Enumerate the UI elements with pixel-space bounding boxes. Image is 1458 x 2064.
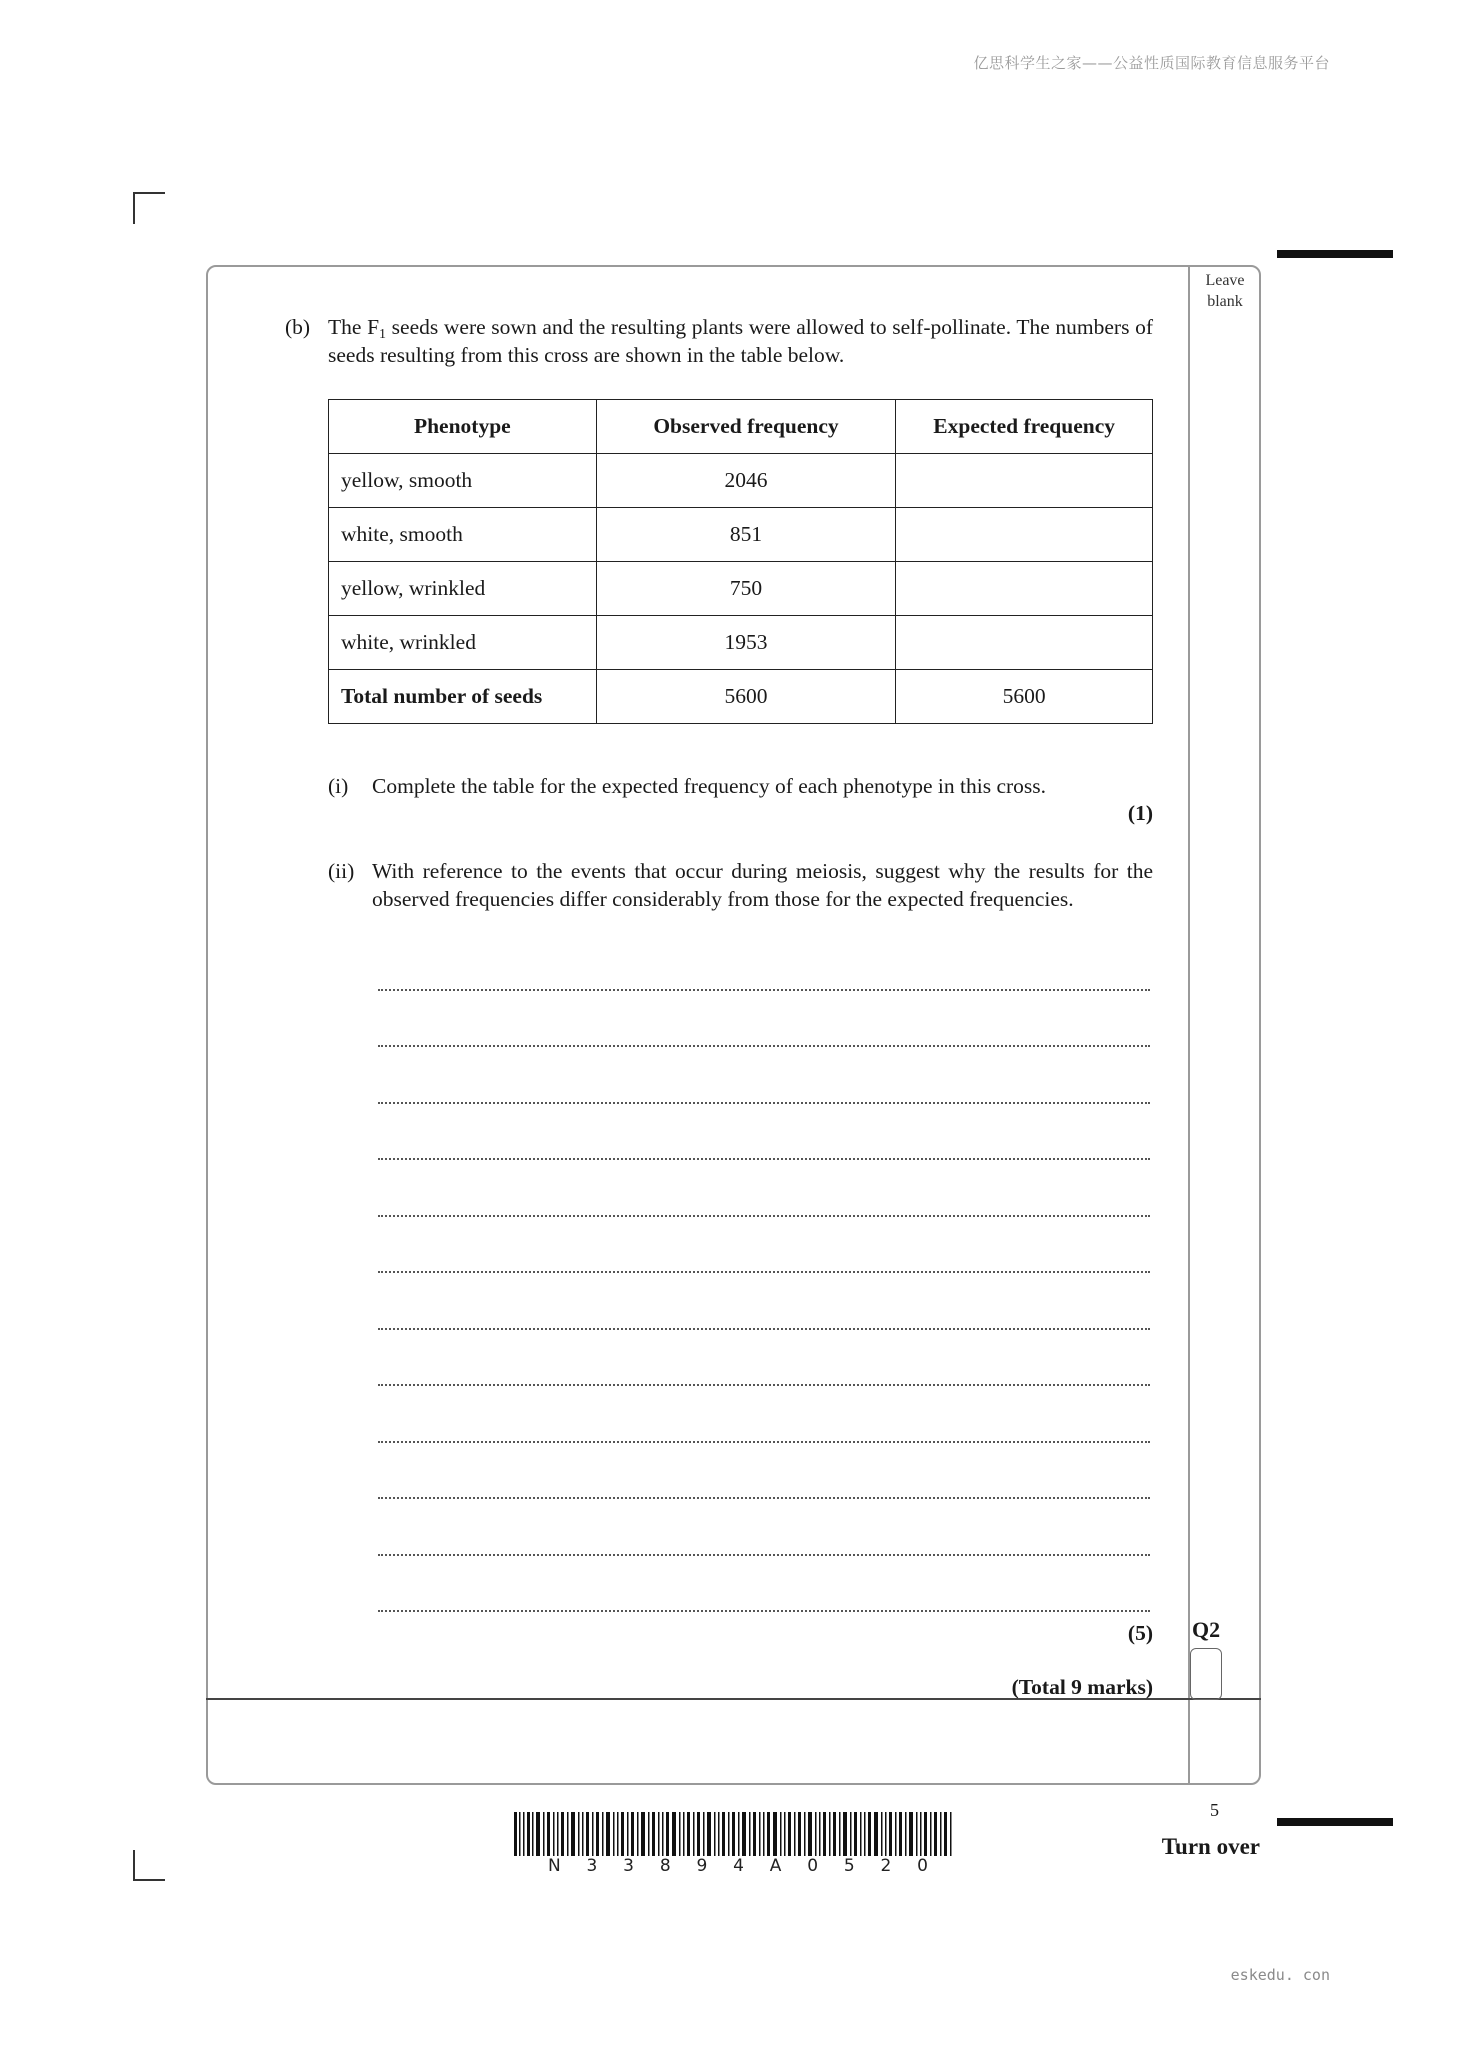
header-phenotype: Phenotype — [329, 400, 597, 454]
observed-cell: 750 — [596, 562, 896, 616]
observed-cell: 1953 — [596, 616, 896, 670]
leave-blank-line1: Leave — [1205, 272, 1245, 289]
question-b-text-part1: The F — [328, 315, 380, 339]
question-id-label: Q2 — [1192, 1617, 1221, 1642]
barcode-digit: 3 — [586, 1856, 598, 1876]
expected-cell[interactable] — [896, 562, 1153, 616]
footer-site-text: eskedu. con — [1230, 1966, 1330, 1984]
turn-over-text: Turn over — [1161, 1834, 1260, 1859]
barcode-digit: N — [548, 1856, 561, 1876]
leave-blank-line2: blank — [1207, 293, 1243, 310]
barcode-digit: 0 — [807, 1856, 819, 1876]
part-ii-text: With reference to the events that occur during meiosis, suggest why the results for the observed frequencies differ considerably from those for the expected frequencies. — [372, 859, 1153, 911]
answer-line[interactable] — [378, 1268, 1150, 1273]
marker-box[interactable] — [1190, 1648, 1222, 1700]
total-expected-cell: 5600 — [896, 670, 1153, 724]
part-i-text: Complete the table for the expected frequency of each phenotype in this cross. — [372, 774, 1047, 798]
header-site-text: 亿思科学生之家——公益性质国际教育信息服务平台 — [973, 54, 1330, 72]
barcode-graphic — [514, 1812, 954, 1856]
header-observed: Observed frequency — [596, 400, 896, 454]
answer-line[interactable] — [378, 1438, 1150, 1443]
phenotype-cell: white, wrinkled — [329, 616, 597, 670]
barcode — [514, 1812, 954, 1861]
answer-line[interactable] — [378, 1607, 1150, 1612]
barcode-digit: A — [769, 1856, 782, 1876]
page-number: 5 — [1210, 1800, 1219, 1820]
question-b-label: (b) — [285, 315, 311, 339]
header-expected: Expected frequency — [896, 400, 1153, 454]
barcode-digit: 3 — [623, 1856, 634, 1876]
total-label-cell: Total number of seeds — [329, 670, 597, 724]
expected-cell[interactable] — [896, 508, 1153, 562]
crop-mark-bottom-v — [133, 1850, 135, 1880]
barcode-digit: 2 — [880, 1856, 892, 1876]
observed-cell: 2046 — [596, 454, 896, 508]
leave-blank-column-divider — [1188, 265, 1190, 1785]
crop-mark-bottom-h — [133, 1879, 165, 1881]
answer-line[interactable] — [378, 1212, 1150, 1217]
barcode-digit: 8 — [659, 1856, 671, 1876]
barcode-digits — [548, 1856, 928, 1876]
answer-line[interactable] — [378, 1494, 1150, 1499]
expected-cell[interactable] — [896, 454, 1153, 508]
observed-cell: 851 — [596, 508, 896, 562]
phenotype-cell: white, smooth — [329, 508, 597, 562]
barcode-digit: 0 — [917, 1856, 928, 1876]
table-row — [329, 508, 1153, 562]
part-ii-marks: (5) — [1127, 1621, 1153, 1645]
answer-line[interactable] — [378, 1381, 1150, 1386]
table-row — [329, 616, 1153, 670]
answer-line[interactable] — [378, 1551, 1150, 1556]
answer-line[interactable] — [378, 1099, 1150, 1104]
question-b-subscript: 1 — [379, 327, 387, 342]
table-header-row — [329, 400, 1153, 454]
answer-line[interactable] — [378, 1325, 1150, 1330]
total-observed-cell: 5600 — [596, 670, 896, 724]
part-ii-label: (ii) — [328, 859, 355, 883]
answer-line[interactable] — [378, 1155, 1150, 1160]
table-total-row — [329, 670, 1153, 724]
part-i-marks: (1) — [1127, 801, 1153, 825]
phenotype-table — [328, 399, 1153, 724]
expected-cell[interactable] — [896, 616, 1153, 670]
crop-mark-top-h — [133, 192, 165, 194]
crop-mark-top-v — [133, 192, 135, 224]
phenotype-cell: yellow, wrinkled — [329, 562, 597, 616]
total-marks: (Total 9 marks) — [1011, 1675, 1153, 1699]
barcode-digit: 5 — [843, 1856, 855, 1876]
question-b-text — [328, 313, 1153, 369]
barcode-digit: 9 — [696, 1856, 708, 1876]
part-i-label: (i) — [328, 774, 349, 798]
answer-line[interactable] — [378, 1042, 1150, 1047]
table-row — [329, 454, 1153, 508]
phenotype-cell: yellow, smooth — [329, 454, 597, 508]
question-b-text-part2: seeds were sown and the resulting plants were allowed to self-pollinate. The numbers of seeds resulting from this cross are shown in the table below. — [328, 315, 1153, 367]
barcode-digit: 4 — [733, 1856, 744, 1876]
table-row — [329, 562, 1153, 616]
answer-line[interactable] — [378, 986, 1150, 991]
edge-bar-top — [1277, 250, 1393, 258]
edge-bar-bottom — [1277, 1818, 1393, 1826]
leave-blank-label — [1192, 270, 1258, 312]
